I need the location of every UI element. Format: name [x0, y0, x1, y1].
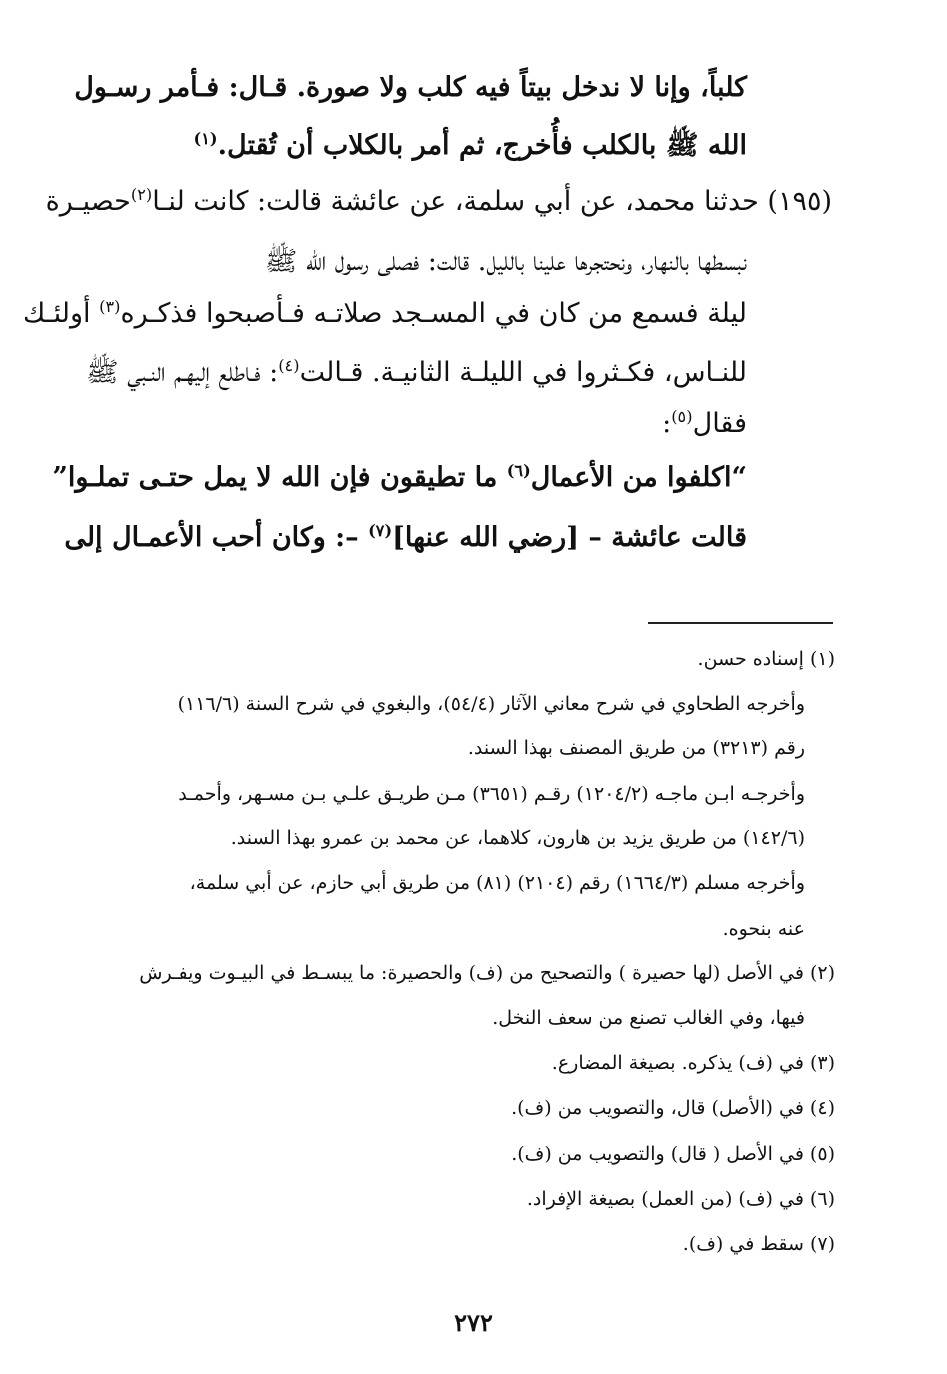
- main-line-2: الله ﷺ بالكلب فأُخرج، ثم أمر بالكلاب أن تُقتل.$^{(١)}$: [193, 129, 747, 161]
- footnote-2: (٢) في الأصل (لها حصيرة ) والتصحيح من (ف) والحصيرة: ما يبسـط في البيـوت ويفـرش: [139, 962, 835, 984]
- footnote-1-continuation: رقم (٣٢١٣) من طريق المصنف بهذا السند.: [467, 737, 805, 759]
- footnote-ref-5: (٥): [671, 407, 693, 426]
- footnote-6: (٦) في (ف) (من العمل) بصيغة الإفراد.: [526, 1188, 835, 1210]
- footnote-7: (٧) سقط في (ف).: [682, 1233, 835, 1255]
- footnote-ref-7: (٧): [368, 521, 393, 540]
- footnote-1-continuation: وأخرجه الطحاوي في شرح معاني الآثار (٥٤/٤)، والبغوي في شرح السنة (١١٦/٦): [177, 693, 805, 715]
- footnote-1: (١) إسناده حسن.: [697, 648, 835, 670]
- footnote-5: (٥) في الأصل ( قال) والتصويب من (ف).: [511, 1143, 835, 1165]
- hadith-195-line-5: فقال$^{(٥)}$:: [662, 407, 747, 439]
- hadith-195-line-2: نبسطها بالنهار، ونحتجرها علينا بالليل. قالت: فصلى رسول الله ﷺ: [264, 246, 747, 277]
- hadith-quote-line: “اكلفوا من الأعمال$^{(٦)}$ ما تطيقون فإن الله لا يمل حتـى تملـوا”: [52, 461, 747, 493]
- page-number: ٢٧٢: [454, 1308, 493, 1337]
- footnote-1-continuation: وأخرجـه ابـن ماجـه (١٢٠٤/٢) رقـم (٣٦٥١) مـن طريـق علـي بـن مسـهر، وأحمـد: [178, 783, 805, 805]
- footnote-ref-2: (٢): [130, 185, 153, 204]
- footnote-1-continuation: (١٤٢/٦) من طريق يزيد بن هارون، كلاهما، عن محمد بن عمرو بهذا السند.: [230, 827, 805, 849]
- hadith-195-line-1: (١٩٥) حدثنا محمد، عن أبي سلمة، عن عائشة قالت: كانت لنـا$^{(٢)}$حصيـرة: [45, 185, 832, 217]
- footnote-1-continuation: وأخرجه مسلم (١٦٦٤/٣) رقم (٢١٠٤) (٨١) من طريق أبي حازم، عن أبي سلمة،: [189, 872, 805, 894]
- hadith-continuation-line: قالت عائشة – [رضي الله عنها]$^{(٧)}$ –: وكان أحب الأعمـال إلى: [64, 521, 747, 553]
- footnote-separator: [648, 622, 833, 624]
- hadith-195-line-4: للنـاس، فكـثروا في الليلـة الثانيـة. قـالت$^{(٤)}$: فـاطلع إليهـم النـبي ﷺ: [86, 356, 747, 388]
- footnote-ref-1: (١): [193, 129, 218, 148]
- hadith-195-line-3: ليلة فسمع من كان في المسـجد صلاتـه فـأصبحوا فذكـره$^{(٣)}$ أولئـك: [22, 297, 747, 329]
- footnote-1-continuation: عنه بنحوه.: [722, 918, 805, 940]
- footnote-ref-4: (٤): [278, 356, 300, 375]
- footnote-4: (٤) في (الأصل) قال، والتصويب من (ف).: [511, 1097, 835, 1119]
- footnote-ref-3: (٣): [99, 297, 121, 316]
- footnote-ref-6: (٦): [506, 461, 531, 480]
- footnote-3: (٣) في (ف) يذكره. بصيغة المضارع.: [551, 1052, 835, 1074]
- main-line-1: كلباً، وإنا لا ندخل بيتاً فيه كلب ولا صورة. قـال: فـأمر رسـول: [74, 72, 747, 103]
- footnote-2-continuation: فيها، وفي الغالب تصنع من سعف النخل.: [492, 1007, 805, 1029]
